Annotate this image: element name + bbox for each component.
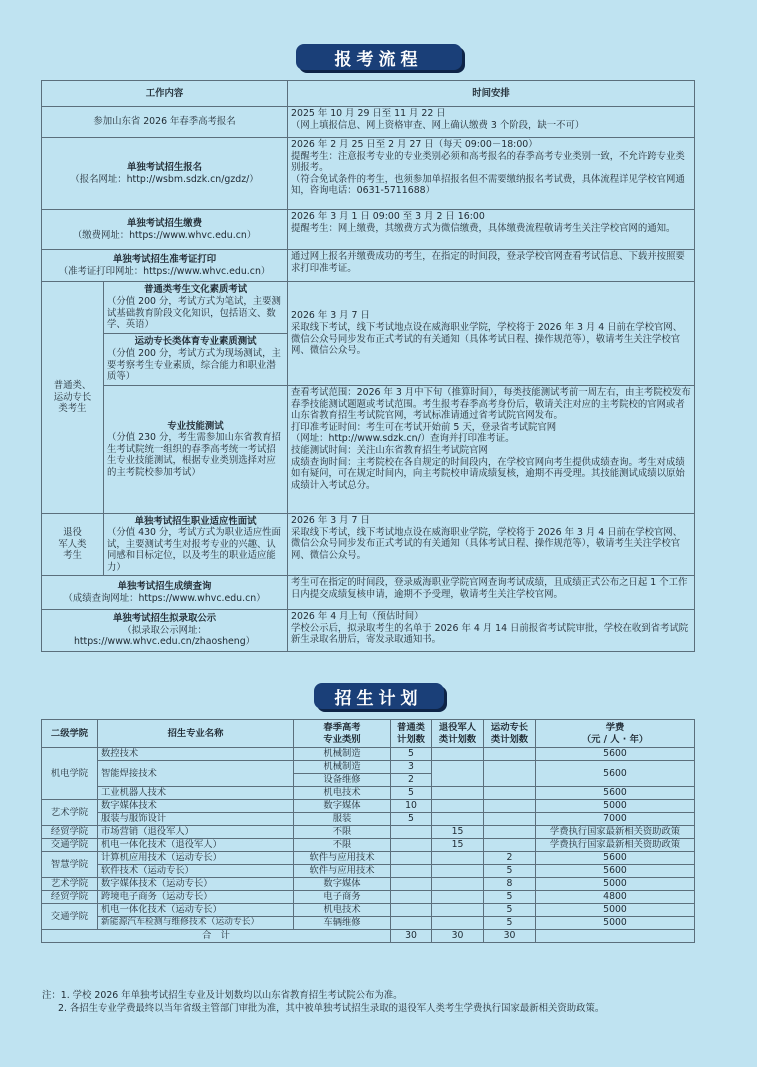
category-cell: 机电技术 — [294, 787, 391, 800]
work-registration — [42, 138, 288, 210]
major-cell: 数字媒体技术 — [98, 800, 294, 813]
normal-cell: 5 — [391, 748, 432, 761]
table-row — [42, 761, 695, 774]
normal-cell: 10 — [391, 800, 432, 813]
major-cell: 软件技术（运动专长） — [98, 865, 294, 878]
work-admission-publicity — [42, 610, 288, 652]
normal-cell: 5 — [391, 813, 432, 826]
college-cell: 艺术学院 — [42, 878, 98, 891]
work-score-query-title: 单独考试招生成绩查询 — [117, 580, 212, 592]
time-payment: 2026 年 3 月 1 日 09:00 至 3 月 2 日 16:00 提醒考生：网上缴费，其缴费方式为微信缴费，具体缴费流程敬请考生关注学校官网的通知。 — [288, 210, 695, 250]
sport-cell: 2 — [484, 852, 536, 865]
category-cell: 电子商务 — [294, 891, 391, 904]
work-skill-test-desc: （分值 230 分，考生需参加山东省教育招生考试院统一组织的春季高考统一考试招生专业技能测试，根据专业类别选择对应的主考院校参加考试） — [107, 432, 281, 478]
major-cell: 数字媒体技术（运动专长） — [98, 878, 294, 891]
work-skill-test-title: 专业技能测试 — [167, 420, 224, 432]
veteran-cell: 15 — [432, 826, 484, 839]
work-culture-exam-desc: （分值 200 分，考试方式为笔试，主要测试基础教育阶段文化知识，包括语文、数学、英语） — [107, 295, 281, 331]
fee-cell: 5000 — [536, 904, 695, 917]
table-row — [42, 787, 695, 800]
work-admission-publicity-url: （拟录取公示网址：https://www.whvc.edu.cn/zhaosheng） — [73, 624, 256, 648]
header-category: 春季高考 专业类别 — [294, 720, 391, 748]
work-score-query-url: （成绩查询网址：https://www.whvc.edu.cn） — [63, 592, 266, 604]
group-label-veteran: 退役 军人类 考生 — [42, 514, 104, 576]
work-registration-url: （报名网址：http://wsbm.sdzk.cn/gzdz/） — [70, 173, 259, 185]
fee-cell: 5000 — [536, 878, 695, 891]
category-cell: 不限 — [294, 826, 391, 839]
table-row — [42, 852, 695, 865]
fee-cell: 7000 — [536, 813, 695, 826]
work-admission-ticket — [42, 250, 288, 282]
veteran-cell: 15 — [432, 839, 484, 852]
work-interview-title: 单独考试招生职业适应性面试 — [134, 515, 257, 527]
header-sport: 运动专长 类计划数 — [484, 720, 536, 748]
work-admission-publicity-title: 单独考试招生拟录取公示 — [112, 613, 217, 625]
work-culture-exam — [104, 282, 288, 334]
work-score-query — [42, 576, 288, 610]
time-culture-sport: 2026 年 3 月 7 日 采取线下考试，线下考试地点设在威海职业学院，学校将于 2026 年 3 月 4 日前在学校官网、微信公众号同步发布正式考试的有关通知（具体考试日程、操作规范等），敬请考生关注学校官网、微信公众号。 — [288, 282, 695, 386]
time-registration: 2026 年 2 月 25 日至 2 月 27 日（每天 09:00－18:00） 提醒考生：注意报考专业的专业类别必须和高考报名的春季高考专业类别一致，不允许跨专业类别报考。 （符合免试条件的考生，也须参加单招报名但不需要缴纳报名考试费，具体流程详见学校官网通知，咨询电话：0631-5711688） — [288, 138, 695, 210]
category-cell: 车辆维修 — [294, 917, 391, 930]
work-skill-test — [104, 386, 288, 514]
header-normal: 普通类 计划数 — [391, 720, 432, 748]
fee-cell: 5600 — [536, 748, 695, 761]
work-payment-title: 单独考试招生缴费 — [127, 217, 203, 229]
major-cell: 机电一体化技术（退役军人） — [98, 839, 294, 852]
sport-cell: 5 — [484, 917, 536, 930]
table-row — [42, 917, 695, 930]
time-skill-test: 查看考试范围：2026 年 3 月中下旬（推算时间），每类技能测试考前一周左右，由主考院校发布春季技能测试题题或考试范围。考生报考春季高考身份后，敬请关注对应的主考院校的官网或者山东省教育招生考试院官网，考试标准请通过省考试院官网发布。 打印准考证时间：考生可在考试开始前 5 天，登录省考试院官网 （网址：http://www.sdzk.cn/）查询并打印准考证。 技能测试时间：关注山东省教育招生考试院官网 成绩查询时间：主考院校在各自规定的时间段内，在学校官网向考生提供成绩查询。考生对成绩如有疑问，可在规定时间内，向主考院校申请成绩复核，逾期不再受理。其技能测试成绩以原始成绩计入考试总分。 — [288, 386, 695, 514]
fee-cell: 学费执行国家最新相关资助政策 — [536, 826, 695, 839]
header-veteran: 退役军人 类计划数 — [432, 720, 484, 748]
work-registration-title: 单独考试招生报名 — [127, 161, 203, 173]
header-time: 时间安排 — [288, 81, 695, 107]
category-cell: 数字媒体 — [294, 878, 391, 891]
category-cell: 机械制造 — [294, 748, 391, 761]
category-cell: 软件与应用技术 — [294, 865, 391, 878]
fee-cell: 学费执行国家最新相关资助政策 — [536, 839, 695, 852]
fee-cell: 4800 — [536, 891, 695, 904]
total-sport: 30 — [484, 930, 536, 943]
header-college: 二级学院 — [42, 720, 98, 748]
fee-cell: 5600 — [536, 852, 695, 865]
note-2: 2. 各招生专业学费最终以当年省级主管部门审批为准，其中被单独考试招生录取的退役军人类考生学费执行国家最新相关资助政策。 — [58, 1002, 605, 1014]
work-admission-ticket-url: （准考证打印网址：https://www.whvc.edu.cn） — [58, 265, 271, 277]
category-cell: 设备维修 — [294, 774, 391, 787]
major-cell: 机电一体化技术（运动专长） — [98, 904, 294, 917]
category-cell: 数字媒体 — [294, 800, 391, 813]
category-cell: 不限 — [294, 839, 391, 852]
table-row — [42, 813, 695, 826]
category-cell: 服装 — [294, 813, 391, 826]
fee-cell: 5600 — [536, 787, 695, 800]
normal-cell: 3 — [391, 761, 432, 774]
work-admission-ticket-title: 单独考试招生准考证打印 — [112, 253, 217, 265]
fee-cell: 5000 — [536, 917, 695, 930]
normal-cell: 2 — [391, 774, 432, 787]
major-cell: 新能源汽车检测与维修技术（运动专长） — [98, 917, 294, 930]
plan-table — [41, 719, 695, 943]
college-cell: 艺术学院 — [42, 800, 98, 826]
work-payment-url: （缴费网址：https://www.whvc.edu.cn） — [72, 229, 257, 241]
fee-cell: 5000 — [536, 800, 695, 813]
time-admission-publicity: 2026 年 4 月上旬（预估时间） 学校公示后，拟录取考生的名单于 2026 年 4 月 14 日前报省考试院审批，学校在收到省考试院新生录取名册后，寄发录取通知书。 — [288, 610, 695, 652]
work-interview — [104, 514, 288, 576]
college-cell: 机电学院 — [42, 748, 98, 800]
category-cell: 软件与应用技术 — [294, 852, 391, 865]
work-payment — [42, 210, 288, 250]
category-cell: 机电技术 — [294, 904, 391, 917]
major-cell: 工业机器人技术 — [98, 787, 294, 800]
total-label: 合 计 — [42, 930, 391, 943]
work-sport-test-desc: （分值 200 分，考试方式为现场测试，主要考察考生专业素质，综合能力和职业潜质等） — [107, 347, 281, 383]
major-cell: 服装与服饰设计 — [98, 813, 294, 826]
time-admission-ticket: 通过网上报名并缴费成功的考生，在指定的时间段，登录学校官网查看考试信息、下载并按照要求打印准考证。 — [288, 250, 695, 282]
table-row — [42, 878, 695, 891]
college-cell: 交通学院 — [42, 839, 98, 852]
work-sport-test-title: 运动专长类体育专业素质测试 — [134, 336, 257, 348]
note-1: 注：1. 学校 2026 年单独考试招生专业及计划数均以山东省教育招生考试院公布为准。 — [42, 990, 403, 1001]
sport-cell: 8 — [484, 878, 536, 891]
major-cell: 计算机应用技术（运动专长） — [98, 852, 294, 865]
table-row — [42, 904, 695, 917]
process-table — [41, 80, 695, 652]
college-cell: 智慧学院 — [42, 852, 98, 878]
notes — [42, 990, 742, 1015]
major-cell: 市场营销（退役军人） — [98, 826, 294, 839]
college-cell: 经贸学院 — [42, 826, 98, 839]
table-row — [42, 800, 695, 813]
work-gaokao-registration: 参加山东省 2026 年春季高考报名 — [42, 107, 288, 138]
total-normal: 30 — [391, 930, 432, 943]
table-row — [42, 839, 695, 852]
table-row — [42, 748, 695, 761]
section-title-process: 报考流程 — [296, 44, 462, 70]
college-cell: 经贸学院 — [42, 891, 98, 904]
major-cell: 智能焊接技术 — [98, 761, 294, 787]
major-cell: 跨境电子商务（运动专长） — [98, 891, 294, 904]
header-major: 招生专业名称 — [98, 720, 294, 748]
work-sport-test — [104, 334, 288, 386]
table-row — [42, 865, 695, 878]
sport-cell: 5 — [484, 904, 536, 917]
category-cell: 机械制造 — [294, 761, 391, 774]
sport-cell: 5 — [484, 891, 536, 904]
major-cell: 数控技术 — [98, 748, 294, 761]
normal-cell: 5 — [391, 787, 432, 800]
total-row — [42, 930, 695, 943]
header-fee: 学费 （元 / 人 · 年） — [536, 720, 695, 748]
table-row — [42, 891, 695, 904]
total-veteran: 30 — [432, 930, 484, 943]
work-culture-exam-title: 普通类考生文化素质考试 — [143, 284, 248, 296]
fee-cell: 5600 — [536, 761, 695, 787]
fee-cell: 5600 — [536, 865, 695, 878]
time-interview: 2026 年 3 月 7 日 采取线下考试，线下考试地点设在威海职业学院，学校将于 2026 年 3 月 4 日前在学校官网、微信公众号同步发布正式考试的有关通知（具体考试日程、操作规范等），敬请考生关注学校官网、微信公众号。 — [288, 514, 695, 576]
table-row — [42, 826, 695, 839]
time-score-query: 考生可在指定的时间段，登录威海职业学院官网查询考试成绩，且成绩正式公布之日起 1 个工作日内提交成绩复核申请，逾期不予受理，敬请考生关注学校官网。 — [288, 576, 695, 610]
work-interview-desc: （分值 430 分，考试方式为职业适应性面试，主要测试考生对报考专业的兴趣、认同感和目标定位，以及考生的职业适应能力） — [107, 527, 281, 573]
section-title-plan: 招生计划 — [314, 683, 444, 709]
college-cell: 交通学院 — [42, 904, 98, 930]
group-label-normal-sport: 普通类、 运动专长 类考生 — [42, 282, 104, 514]
time-gaokao-registration: 2025 年 10 月 29 日至 11 月 22 日 （网上填报信息、网上资格审查、网上确认缴费 3 个阶段，缺一不可） — [288, 107, 695, 138]
header-work: 工作内容 — [42, 81, 288, 107]
sport-cell: 5 — [484, 865, 536, 878]
